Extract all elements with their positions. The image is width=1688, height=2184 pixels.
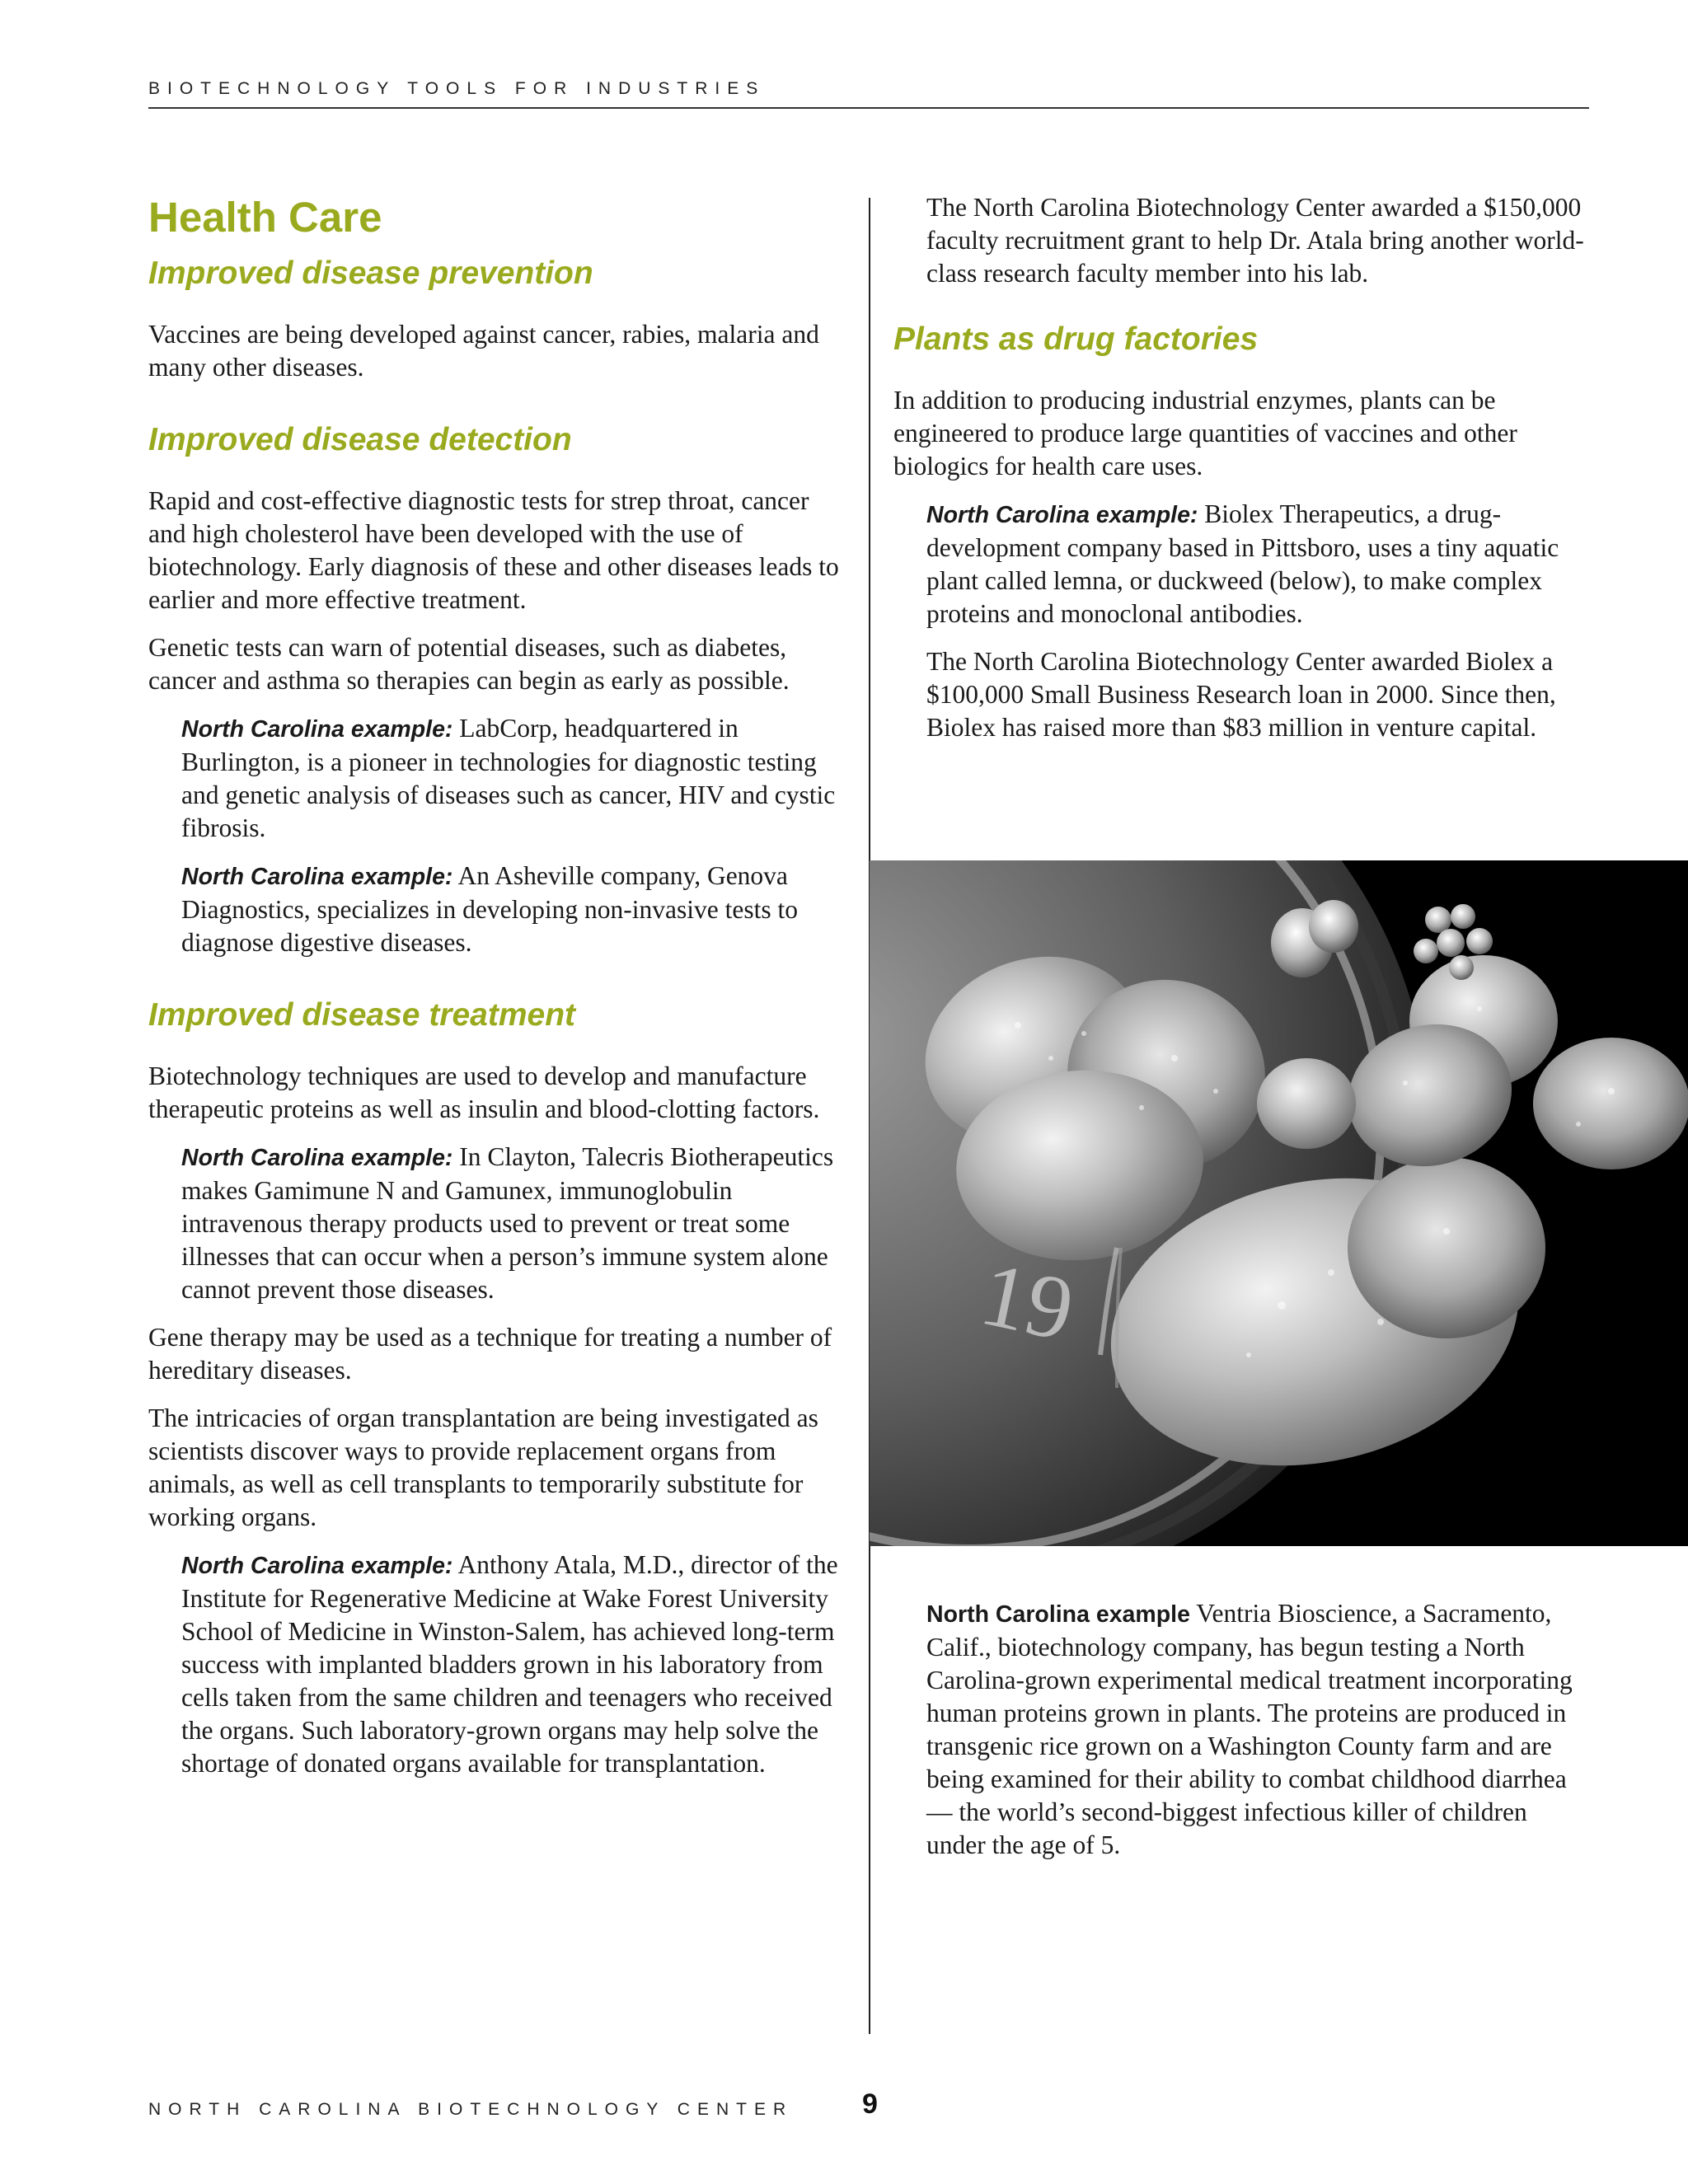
example-genova: [181, 860, 849, 959]
example-atala: [181, 1549, 849, 1780]
coin-digits: 19: [973, 1243, 1082, 1361]
heading-plants-drug-factories: Plants as drug factories: [893, 321, 1259, 357]
header-rule: [148, 107, 1589, 109]
heading-disease-treatment: Improved disease treatment: [148, 997, 576, 1033]
paragraph-genetic-tests: Genetic tests can warn of potential diseases, such as diabetes, cancer and asthma so therapies can begin as early as possible.: [148, 633, 790, 695]
example-text: Biolex Therapeutics, a drug-development company based in Pittsboro, uses a tiny aquatic plant called lemna, or duckweed (below), to make complex proteins and monoclonal antibodies.: [926, 499, 1559, 628]
example-ventria: [926, 1597, 1586, 1862]
heading-disease-detection: Improved disease detection: [148, 422, 572, 457]
duckweed-bud: [1309, 900, 1358, 953]
page-number: 9: [862, 2088, 878, 2120]
duckweed-bud: [1437, 929, 1465, 957]
example-labcorp: [181, 712, 849, 845]
running-header: BIOTECHNOLOGY TOOLS FOR INDUSTRIES: [148, 79, 766, 98]
duckweed-bud: [1449, 955, 1474, 980]
example-biolex: [926, 498, 1586, 630]
example-label: North Carolina example: [926, 1601, 1190, 1628]
paragraph-gene-therapy: Gene therapy may be used as a technique for treating a number of hereditary diseases.: [148, 1323, 832, 1385]
section-title: Health Care: [148, 194, 382, 241]
example-text: In Clayton, Talecris Biotherapeutics makes Gamimune N and Gamunex, immunoglobulin intravenous therapy products used to prevent or treat some illnesses that can occur when a person’s immune system alone cannot prevent those diseases.: [181, 1142, 834, 1304]
paragraph-plants-engineered: In addition to producing industrial enzymes, plants can be engineered to produce large quantities of vaccines and other biologics for health care uses.: [893, 386, 1517, 480]
example-label: North Carolina example:: [181, 716, 453, 743]
right-column-top: [893, 191, 1586, 759]
duckweed-bud: [1466, 928, 1493, 954]
right-column-bottom: [893, 1597, 1586, 1877]
example-text: An Asheville company, Genova Diagnostics, specializes in developing non-invasive tests to diagnose digestive diseases.: [181, 861, 798, 957]
paragraph-vaccines: Vaccines are being developed against cancer, rabies, malaria and many other diseases.: [148, 320, 819, 382]
example-text: Ventria Bioscience, a Sacramento, Calif., biotechnology company, has begun testing a North Carolina-grown experimental medical treatment incorporating human proteins grown in plants. The proteins are produced in transgenic rice grown on a Washington County farm and are being examined for their ability to combat childhood diarrhea — the world’s second-biggest infectious killer of children under the age of 5.: [926, 1599, 1573, 1859]
duckweed-photo: [870, 860, 1688, 1546]
duckweed-frond: [1533, 1038, 1688, 1169]
paragraph-organ-transplantation: The intricacies of organ transplantation are being investigated as scientists discover ways to provide replacement organs from animals, as well as cell transplants to temporarily substitute for working organs.: [148, 1404, 818, 1531]
example-text: Anthony Atala, M.D., director of the Institute for Regenerative Medicine at Wake Forest University School of Medicine in Winston-Salem, has achieved long-term success with implanted bladders grown in his laboratory from cells taken from the same children and teenagers who received the organs. Such laboratory-grown organs may help solve the shortage of donated organs available for transplantation.: [181, 1550, 838, 1778]
paragraph-therapeutic-proteins: Biotechnology techniques are used to develop and manufacture therapeutic proteins as well as insulin and blood-clotting factors.: [148, 1062, 820, 1123]
example-label: North Carolina example:: [926, 502, 1198, 528]
paragraph-diagnostic-tests: Rapid and cost-effective diagnostic tests for strep throat, cancer and high cholesterol have been developed with the use of biotechnology. Early diagnosis of these and other diseases leads to earlier and more effective treatment.: [148, 486, 839, 614]
left-column: [148, 191, 849, 1795]
example-label: North Carolina example:: [181, 1145, 453, 1171]
heading-disease-prevention: Improved disease prevention: [148, 255, 593, 291]
example-talecris: [181, 1141, 849, 1306]
footer-organization: NORTH CAROLINA BIOTECHNOLOGY CENTER: [148, 2100, 794, 2119]
paragraph-biolex-loan: The North Carolina Biotechnology Center awarded Biolex a $100,000 Small Business Research loan in 2000. Since then, Biolex has raised more than $83 million in venture capital.: [926, 647, 1556, 742]
paragraph-atala-grant: The North Carolina Biotechnology Center awarded a $150,000 faculty recruitment grant to help Dr. Atala bring another world-class research faculty member into his lab.: [926, 193, 1584, 288]
example-label: North Carolina example:: [181, 1553, 453, 1579]
example-label: North Carolina example:: [181, 864, 453, 890]
duckweed-bud: [1451, 904, 1475, 929]
duckweed-bud: [1425, 907, 1451, 933]
example-text: LabCorp, headquartered in Burlington, is a pioneer in technologies for diagnostic testing and genetic analysis of diseases such as cancer, HIV and cystic fibrosis.: [181, 714, 836, 842]
duckweed-frond: [1348, 1157, 1545, 1338]
duckweed-bud: [1414, 939, 1438, 963]
duckweed-frond: [1257, 1058, 1356, 1149]
